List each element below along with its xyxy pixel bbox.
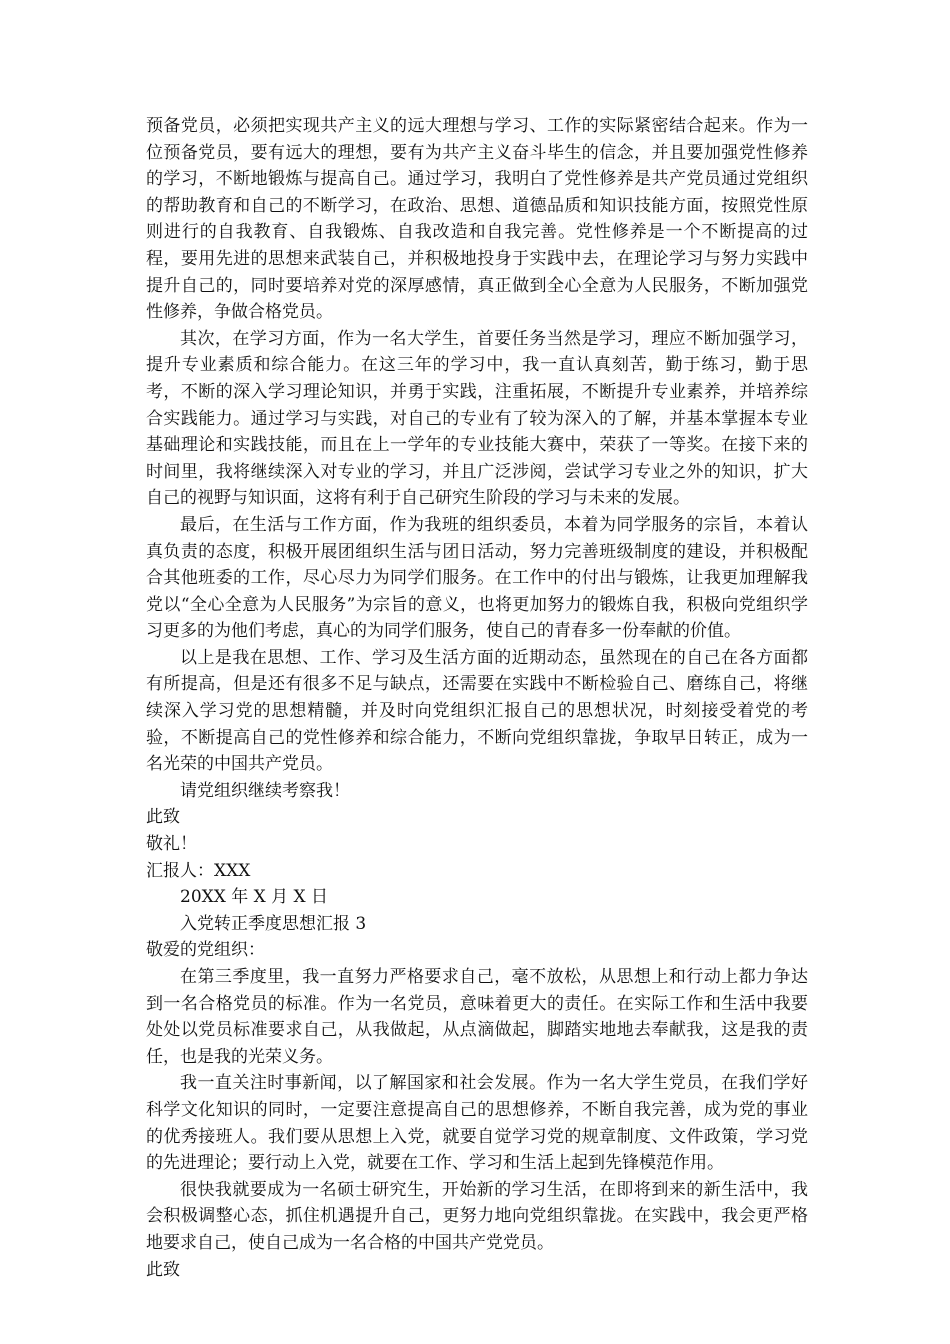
paragraph-1: 预备党员，必须把实现共产主义的远大理想与学习、工作的实际紧密结合起来。作为一位预备党员，要有远大的理想，要有为共产主义奋斗毕生的信念，并且要加强党性修养的学习，不断地锻炼与提高自己。通过学习，我明白了党性修养是共产党员通过党组织的帮助教育和自己的不断学习，在政治、思想、道德品质和知识技能方面，按照党性原则进行的自我教育、自我锻炼、自我改造和自我完善。党性修养是一个不断提高的过程，要用先进的思想来武装自己，并积极地投身于实践中去，在理论学习与努力实践中提升自己的，同时要培养对党的深厚感情，真正做到全心全意为人民服务，不断加强党性修养，争做合格党员。 — [146, 116, 808, 323]
paragraph-7: 很快我就要成为一名硕士研究生，开始新的学习生活，在即将到来的新生活中，我会积极调整心态，抓住机遇提升自己，更努力地向党组织靠拢。在实践中，我会更严格地要求自己，使自己成为一名合格的中国共产党党员。 — [146, 1179, 808, 1253]
closing-request: 请党组织继续考察我！ — [180, 780, 350, 801]
salutation-ci-zhi: 此致 — [146, 807, 180, 828]
paragraph-5: 在第三季度里，我一直努力严格要求自己，毫不放松，从思想上和行动上都力争达到一名合格党员的标准。作为一名党员，意味着更大的责任。在实际工作和生活中我要处处以党员标准要求自己，从我做起，从点滴做起，脚踏实地地去奉献我，这是我的责任，也是我的光荣义务。 — [146, 967, 808, 1067]
reporter-line: 汇报人：XXX — [146, 860, 251, 881]
salutation-jing-li: 敬礼！ — [146, 834, 197, 855]
greeting-line: 敬爱的党组织： — [146, 940, 265, 961]
next-report-title: 入党转正季度思想汇报 3 — [180, 913, 367, 934]
paragraph-3: 最后，在生活与工作方面，作为我班的组织委员，本着为同学服务的宗旨，本着认真负责的态度，积极开展团组织生活与团日活动，努力完善班级制度的建设，并积极配合其他班委的工作，尽心尽力为同学们服务。在工作中的付出与锻炼，让我更加理解我党以“全心全意为人民服务”为宗旨的意义，也将更加努力的锻炼自我，积极向党组织学习更多的为他们考虑，真心的为同学们服务，使自己的青春多一份奉献的价值。 — [146, 514, 808, 642]
paragraph-2: 其次，在学习方面，作为一名大学生，首要任务当然是学习，理应不断加强学习，提升专业素质和综合能力。在这三年的学习中，我一直认真刻苦，勤于练习，勤于思考，不断的深入学习理论知识，并勇于实践，注重拓展，不断提升专业素养，并培养综合实践能力。通过学习与实践，对自己的专业有了较为深入的了解，并基本掌握本专业基础理论和实践技能，而且在上一学年的专业技能大赛中，荣获了一等奖。在接下来的时间里，我将继续深入对专业的学习，并且广泛涉阅，尝试学习专业之外的知识，扩大自己的视野与知识面，这将有利于自己研究生阶段的学习与未来的发展。 — [146, 328, 808, 509]
document-body — [146, 113, 808, 1283]
date-line: 20XX 年 X 月 X 日 — [180, 887, 329, 908]
paragraph-4: 以上是我在思想、工作、学习及生活方面的近期动态，虽然现在的自己在各方面都有所提高，但是还有很多不足与缺点，还需要在实践中不断检验自己、磨练自己，将继续深入学习党的思想精髓，并及时向党组织汇报自己的思想状况，时刻接受着党的考验，不断提高自己的党性修养和综合能力，不断向党组织靠拢，争取早日转正，成为一名光荣的中国共产党员。 — [146, 647, 808, 775]
paragraph-6: 我一直关注时事新闻，以了解国家和社会发展。作为一名大学生党员，在我们学好科学文化知识的同时，一定要注意提高自己的思想修养，不断自我完善，成为党的事业的优秀接班人。我们要从思想上入党，就要自觉学习党的规章制度、文件政策，学习党的先进理论；要行动上入党，就要在工作、学习和生活上起到先锋模范作用。 — [146, 1073, 808, 1174]
salutation-ci-zhi-2: 此致 — [146, 1259, 180, 1280]
